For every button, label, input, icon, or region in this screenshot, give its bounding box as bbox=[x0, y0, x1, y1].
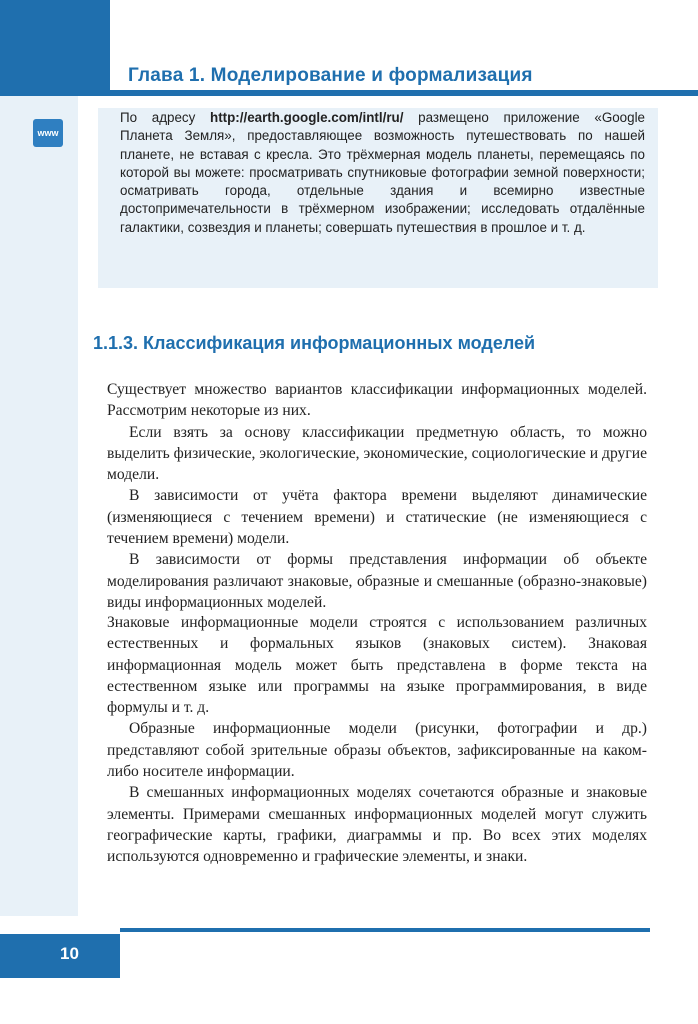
paragraph: Образные информационные модели (рисунки, фотографии и др.) представляют собой зрительные образы объектов, зафиксированные на каком-либо носителе информации. bbox=[107, 720, 647, 781]
side-panel bbox=[0, 96, 78, 916]
body-block-1 bbox=[107, 379, 647, 613]
info-prefix: По адресу bbox=[120, 110, 211, 125]
paragraph: Существует множество вариантов классификации информационных моделей. Рассмотрим некоторые из них. bbox=[107, 381, 647, 420]
paragraph: В смешанных информационных моделях сочетаются образные и знаковые элементы. Примерами смешанных информационных моделей могут служить географические карты, графики, диаграммы и пр. Во всех этих моделях используются одновременно и графические элементы, и знаки. bbox=[107, 784, 647, 866]
paragraph: В зависимости от учёта фактора времени выделяют динамические (изменяющиеся с течением времени) и статические (не изменяющиеся с течением времени) модели. bbox=[107, 487, 647, 548]
header-color-block bbox=[0, 0, 110, 92]
paragraph: В зависимости от формы представления информации об объекте моделирования различают знаковые, образные и смешанные (образно-знаковые) виды информационных моделей. bbox=[107, 551, 647, 611]
page-number: 10 bbox=[60, 944, 79, 963]
body-block-2 bbox=[107, 612, 647, 868]
paragraph: Знаковые информационные модели строятся с использованием различных естественных и формальных языков (знаковых систем). Знаковая информационная модель может быть представлена в форме текста на естественном языке или программы на языке программирования, в виде формулы и т. д. bbox=[107, 614, 647, 717]
chapter-title: Глава 1. Моделирование и формализация bbox=[128, 65, 533, 86]
footer-rule bbox=[120, 928, 650, 932]
www-icon: www bbox=[33, 119, 63, 147]
info-box-text bbox=[120, 109, 645, 237]
header-rule bbox=[0, 90, 698, 96]
info-body: размещено приложение «Google Планета Земля», предоставляющее возможность путешествовать по нашей планете, не вставая с кресла. Это трёхмерная модель планеты, перемещаясь по которой вы можете: просматривать спутниковые фотографии земной поверхности; осматривать города, отдельные здания и всемирно известные достопримечательности в трёхмерном изображении; исследовать отдалённые галактики, созвездия и планеты; совершать путешествия в прошлое и т. д. bbox=[120, 110, 645, 235]
earth-url-link[interactable]: http://earth.google.com/intl/ru/ bbox=[210, 110, 404, 125]
section-heading: 1.1.3. Классификация информационных моделей bbox=[93, 333, 536, 353]
paragraph: Если взять за основу классификации предметную область, то можно выделить физические, экологические, экономические, социологические и другие модели. bbox=[107, 423, 647, 484]
